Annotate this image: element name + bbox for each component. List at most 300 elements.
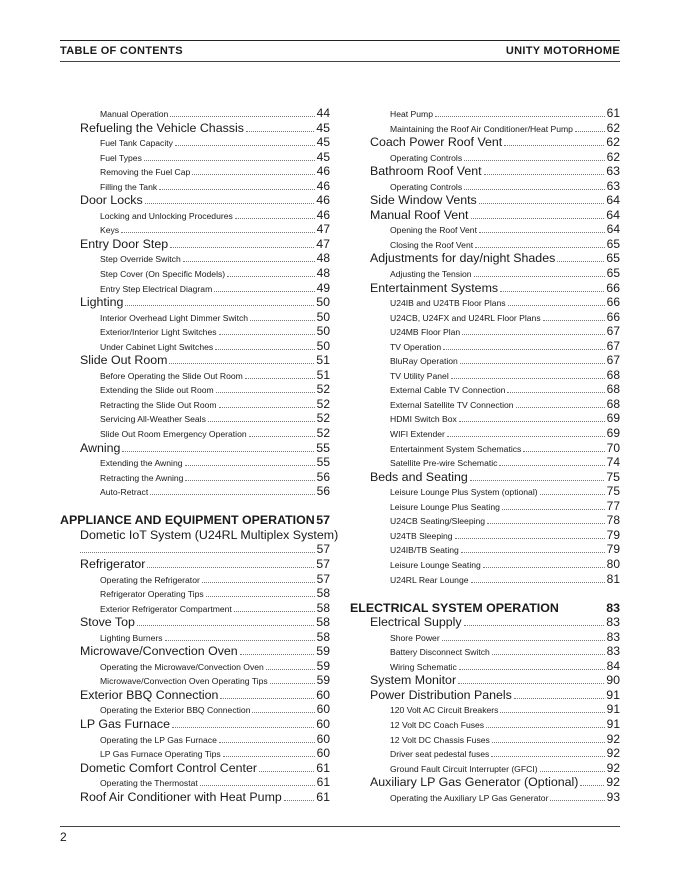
toc-entry[interactable]: [350, 470, 620, 485]
toc-subentry[interactable]: [60, 673, 330, 688]
entry-page-number: 60: [316, 731, 330, 746]
entry-title: Adjusting the Tension: [390, 269, 472, 280]
entry-page-number: 80: [606, 556, 620, 571]
toc-subentry[interactable]: [350, 121, 620, 136]
entry-title: 12 Volt DC Chassis Fuses: [390, 734, 490, 745]
toc-subentry[interactable]: [350, 353, 620, 368]
entry-page-number: 44: [316, 106, 330, 120]
entry-title: TV Operation: [390, 341, 442, 352]
toc-entry[interactable]: [60, 295, 330, 310]
dot-leader: [208, 421, 315, 422]
toc-entry[interactable]: [60, 790, 330, 805]
entry-title: U24IB/TB Seating: [390, 545, 459, 556]
entry-page-number: 49: [316, 280, 330, 295]
toc-subentry[interactable]: [350, 441, 620, 456]
toc-entry[interactable]: [60, 644, 330, 659]
entry-page-number: 48: [316, 266, 330, 281]
dot-leader: [447, 436, 605, 437]
toc-subentry[interactable]: [350, 411, 620, 426]
toc-entry[interactable]: [60, 615, 330, 630]
entry-title: Refrigerator: [80, 556, 146, 571]
entry-page-number: 57: [316, 542, 330, 557]
toc-subentry[interactable]: [350, 455, 620, 470]
entry-title: HDMI Switch Box: [390, 414, 457, 425]
entry-title: Extending the Slide out Room: [100, 385, 214, 396]
toc-subentry[interactable]: [350, 528, 620, 543]
toc-subentry[interactable]: [60, 208, 330, 223]
dot-leader: [270, 683, 315, 684]
entry-page-number: 58: [316, 615, 330, 630]
entry-page-number: 61: [606, 106, 620, 120]
toc-spacer: [350, 586, 620, 601]
dot-leader: [150, 494, 314, 495]
toc-entry[interactable]: [350, 281, 620, 296]
toc-entry[interactable]: [350, 135, 620, 150]
entry-title: BluRay Operation: [390, 356, 458, 367]
entry-title: Fuel Types: [100, 152, 142, 163]
toc-subentry[interactable]: [60, 572, 330, 587]
dot-leader: [245, 378, 315, 379]
toc-subentry[interactable]: [350, 150, 620, 165]
dot-leader: [492, 742, 605, 743]
entry-title: Step Cover (On Specific Models): [100, 269, 226, 280]
dot-leader: [206, 596, 315, 597]
entry-title: Removing the Fuel Cap: [100, 167, 191, 178]
toc-subentry[interactable]: [350, 266, 620, 281]
dot-leader: [492, 654, 605, 655]
toc-entry[interactable]: [60, 688, 330, 703]
entry-title: 12 Volt DC Coach Fuses: [390, 719, 485, 730]
dot-leader: [540, 771, 605, 772]
entry-page-number: 70: [606, 440, 620, 455]
header-right-title: UNITY MOTORHOME: [505, 45, 620, 57]
entry-title: Auto-Retract: [100, 487, 149, 498]
toc-subentry[interactable]: [350, 659, 620, 674]
entry-title: Microwave/Convection Oven Operating Tips: [100, 676, 268, 687]
toc-right-column: [350, 106, 620, 804]
entry-page-number: 51: [316, 353, 330, 368]
entry-title: Operating Controls: [390, 152, 463, 163]
entry-title: Leisure Lounge Plus Seating: [390, 501, 500, 512]
dot-leader: [460, 363, 605, 364]
entry-title: U24TB Sleeping: [390, 530, 453, 541]
toc-subentry[interactable]: [60, 222, 330, 237]
dot-leader: [215, 349, 314, 350]
entry-title: Lighting: [80, 295, 124, 310]
dot-leader: [159, 189, 314, 190]
toc-subentry[interactable]: [60, 251, 330, 266]
dot-leader: [219, 334, 315, 335]
entry-title: Leisure Lounge Seating: [390, 559, 481, 570]
entry-title: Entertainment System Schematics: [390, 443, 522, 454]
entry-title: Manual Roof Vent: [370, 207, 469, 222]
dot-leader: [145, 203, 315, 204]
toc-spacer: [60, 499, 330, 514]
entry-title: LP Gas Furnace: [80, 716, 170, 731]
entry-page-number: 57: [316, 556, 330, 571]
entry-title: Adjustments for day/night Shades: [370, 251, 556, 266]
footer-rule: [60, 826, 620, 827]
entry-title: Electrical Supply: [370, 615, 462, 630]
entry-title: Stove Top: [80, 615, 135, 630]
toc-subentry[interactable]: [350, 499, 620, 514]
entry-page-number: 64: [606, 222, 620, 237]
toc-entry[interactable]: [350, 673, 620, 688]
toc-subentry[interactable]: [350, 644, 620, 659]
toc-subentry[interactable]: [60, 135, 330, 150]
entry-page-number: 52: [316, 396, 330, 411]
entry-page-number: 60: [316, 716, 330, 731]
dot-leader: [479, 232, 605, 233]
dot-leader: [455, 538, 605, 539]
dot-leader: [170, 247, 314, 248]
entry-page-number: 45: [316, 120, 330, 135]
toc-entry[interactable]: [350, 688, 620, 703]
entry-page-number: 93: [606, 789, 620, 804]
entry-page-number: 50: [316, 324, 330, 339]
toc-subentry[interactable]: [60, 586, 330, 601]
toc-subentry[interactable]: [350, 324, 620, 339]
toc-entry[interactable]: [350, 775, 620, 790]
toc-subentry[interactable]: [60, 339, 330, 354]
dot-leader: [169, 363, 314, 364]
toc-subentry[interactable]: [350, 732, 620, 747]
entry-page-number: 56: [316, 469, 330, 484]
entry-title: Driver seat pedestal fuses: [390, 749, 490, 760]
dot-leader: [246, 131, 314, 132]
dot-leader: [172, 727, 314, 728]
toc-entry[interactable]: [350, 193, 620, 208]
toc-entry[interactable]: [60, 193, 330, 208]
entry-page-number: 91: [606, 687, 620, 702]
entry-title: Operating the Refrigerator: [100, 574, 200, 585]
entry-page-number: 50: [316, 295, 330, 310]
toc-entry[interactable]: [60, 557, 330, 572]
toc-subentry[interactable]: [60, 455, 330, 470]
dot-leader: [137, 625, 314, 626]
toc-entry[interactable]: [60, 121, 330, 136]
entry-page-number: 63: [606, 164, 620, 179]
toc-subentry[interactable]: [60, 484, 330, 499]
entry-page-number: 47: [316, 222, 330, 237]
entry-title: Beds and Seating: [370, 469, 468, 484]
entry-title: Ground Fault Circuit Interrupter (GFCI): [390, 763, 538, 774]
entry-title: Operating the LP Gas Furnace: [100, 734, 217, 745]
toc-subentry[interactable]: [60, 426, 330, 441]
toc-subentry[interactable]: [60, 324, 330, 339]
dot-leader: [227, 276, 315, 277]
dot-leader: [575, 131, 605, 132]
entry-page-number: 65: [606, 236, 620, 251]
entry-page-number: 66: [606, 309, 620, 324]
toc-subentry[interactable]: [60, 702, 330, 717]
toc-subentry[interactable]: [350, 339, 620, 354]
entry-page-number: 51: [316, 367, 330, 382]
entry-title: Extending the Awning: [100, 458, 183, 469]
entry-page-number: 81: [606, 571, 620, 586]
entry-page-number: 62: [606, 135, 620, 150]
entry-page-number: 61: [316, 760, 330, 775]
dot-leader: [475, 247, 605, 248]
entry-title: Auxiliary LP Gas Generator (Optional): [370, 775, 579, 790]
entry-page-number: 46: [316, 178, 330, 193]
toc-subentry[interactable]: [60, 281, 330, 296]
toc-subentry[interactable]: [350, 702, 620, 717]
toc-subentry[interactable]: [350, 557, 620, 572]
toc-subentry[interactable]: [350, 106, 620, 121]
toc-entry[interactable]: [60, 761, 330, 776]
toc-subentry[interactable]: [350, 222, 620, 237]
entry-title: Operating the Thermostat: [100, 778, 198, 789]
dot-leader: [443, 349, 605, 350]
dot-leader: [284, 800, 314, 801]
dot-leader: [500, 291, 604, 292]
entry-title: Leisure Lounge Plus System (optional): [390, 487, 538, 498]
entry-page-number: 67: [606, 324, 620, 339]
entry-page-number: 61: [316, 775, 330, 790]
toc-entry[interactable]: [60, 717, 330, 732]
dot-leader: [474, 276, 605, 277]
section-title: APPLIANCE AND EQUIPMENT OPERATION: [60, 513, 315, 528]
toc-entry-continuation[interactable]: [60, 542, 330, 557]
entry-page-number: 91: [606, 702, 620, 717]
entry-title: Satellite Pre-wire Schematic: [390, 458, 498, 469]
toc-subentry[interactable]: [60, 470, 330, 485]
toc-subentry[interactable]: [350, 382, 620, 397]
dot-leader: [464, 160, 605, 161]
entry-page-number: 60: [316, 687, 330, 702]
entry-title: LP Gas Furnace Operating Tips: [100, 749, 221, 760]
toc-left-column: [60, 106, 339, 804]
entry-title: Entertainment Systems: [370, 280, 499, 295]
toc-subentry[interactable]: [350, 717, 620, 732]
entry-title: WIFI Extender: [390, 429, 445, 440]
page-number: 2: [60, 830, 67, 844]
toc-entry[interactable]: [60, 441, 330, 456]
dot-leader: [200, 785, 315, 786]
entry-page-number: 92: [606, 775, 620, 790]
entry-page-number: 47: [316, 236, 330, 251]
toc-subentry[interactable]: [60, 266, 330, 281]
dot-leader: [185, 465, 315, 466]
toc-subentry[interactable]: [60, 150, 330, 165]
entry-page-number: 56: [316, 484, 330, 499]
entry-page-number: 60: [316, 702, 330, 717]
entry-page-number: 62: [606, 120, 620, 135]
toc-subentry[interactable]: [350, 630, 620, 645]
entry-page-number: 46: [316, 207, 330, 222]
toc-subentry[interactable]: [60, 382, 330, 397]
toc-subentry[interactable]: [60, 106, 330, 121]
entry-title: External Cable TV Connection: [390, 385, 506, 396]
dot-leader: [464, 625, 605, 626]
entry-title: Closing the Roof Vent: [390, 239, 474, 250]
dot-leader: [223, 756, 315, 757]
entry-title: Filling the Tank: [100, 181, 158, 192]
dot-leader: [219, 407, 315, 408]
dot-leader: [580, 785, 604, 786]
dot-leader: [219, 742, 315, 743]
dot-leader: [122, 451, 314, 452]
dot-leader: [516, 407, 605, 408]
toc-subentry[interactable]: [350, 790, 620, 805]
entry-page-number: 45: [316, 135, 330, 150]
entry-title: Coach Power Roof Vent: [370, 135, 503, 150]
entry-page-number: 69: [606, 411, 620, 426]
entry-title: Entry Step Electrical Diagram: [100, 283, 213, 294]
toc-entry-title[interactable]: Dometic IoT System (U24RL Multiplex System): [80, 527, 339, 542]
entry-page-number: 92: [606, 731, 620, 746]
dot-leader: [459, 421, 605, 422]
dot-leader: [216, 392, 315, 393]
entry-page-number: 69: [606, 426, 620, 441]
entry-title: Opening the Roof Vent: [390, 225, 477, 236]
entry-title: Battery Disconnect Switch: [390, 647, 490, 658]
dot-leader: [484, 174, 605, 175]
entry-page-number: 57: [316, 571, 330, 586]
entry-title: Keys: [100, 225, 120, 236]
entry-page-number: 75: [606, 469, 620, 484]
dot-leader: [550, 800, 604, 801]
toc-entry[interactable]: [60, 353, 330, 368]
entry-title: U24CB Seating/Sleeping: [390, 516, 486, 527]
entry-title: Before Operating the Slide Out Room: [100, 370, 243, 381]
entry-page-number: 59: [316, 658, 330, 673]
toc-subentry[interactable]: [60, 179, 330, 194]
toc-subentry[interactable]: [350, 513, 620, 528]
toc-entry[interactable]: [350, 615, 620, 630]
dot-leader: [540, 494, 605, 495]
section-page-number: 83: [606, 600, 620, 615]
toc-section-heading[interactable]: [60, 513, 330, 528]
entry-title: Manual Operation: [100, 109, 169, 119]
entry-title: Microwave/Convection Oven: [80, 644, 238, 659]
entry-title: Door Locks: [80, 193, 143, 208]
entry-title: Refueling the Vehicle Chassis: [80, 120, 244, 135]
toc-subentry[interactable]: [60, 368, 330, 383]
entry-title: Maintaining the Roof Air Conditioner/Heat Pump: [390, 123, 573, 134]
entry-page-number: 62: [606, 149, 620, 164]
toc-subentry[interactable]: [60, 164, 330, 179]
toc-subentry[interactable]: [60, 630, 330, 645]
entry-title: TV Utility Panel: [390, 370, 449, 381]
toc-subentry[interactable]: [60, 732, 330, 747]
toc-entry[interactable]: [60, 237, 330, 252]
entry-page-number: 67: [606, 353, 620, 368]
dot-leader: [202, 582, 315, 583]
entry-title: U24CB, U24FX and U24RL Floor Plans: [390, 312, 541, 323]
entry-title: U24MB Floor Plan: [390, 327, 461, 338]
dot-leader: [147, 567, 314, 568]
entry-page-number: 68: [606, 396, 620, 411]
dot-leader: [250, 320, 315, 321]
toc-subentry[interactable]: [60, 411, 330, 426]
entry-page-number: 64: [606, 207, 620, 222]
entry-title: Operating the Auxiliary LP Gas Generator: [390, 792, 549, 803]
toc-subentry[interactable]: [350, 295, 620, 310]
toc-subentry[interactable]: [350, 237, 620, 252]
toc-subentry[interactable]: [350, 542, 620, 557]
toc-subentry[interactable]: [350, 746, 620, 761]
toc-section-heading[interactable]: [350, 601, 620, 616]
entry-page-number: 58: [316, 600, 330, 615]
dot-leader: [487, 523, 605, 524]
entry-title: Step Override Switch: [100, 254, 181, 265]
toc-subentry[interactable]: [350, 310, 620, 325]
toc-subentry[interactable]: [350, 484, 620, 499]
entry-page-number: 58: [316, 586, 330, 601]
entry-title: Bathroom Roof Vent: [370, 164, 482, 179]
entry-page-number: 65: [606, 251, 620, 266]
dot-leader: [479, 203, 604, 204]
entry-page-number: 78: [606, 513, 620, 528]
dot-leader: [464, 189, 605, 190]
toc-subentry[interactable]: [350, 368, 620, 383]
dot-leader: [183, 261, 315, 262]
dot-leader: [220, 698, 314, 699]
dot-leader: [259, 771, 314, 772]
toc-subentry[interactable]: [350, 397, 620, 412]
toc-subentry[interactable]: [350, 179, 620, 194]
entry-title: U24IB and U24TB Floor Plans: [390, 298, 506, 309]
entry-title: Under Cabinet Light Switches: [100, 341, 214, 352]
dot-leader: [252, 712, 314, 713]
toc-subentry[interactable]: [60, 397, 330, 412]
dot-leader: [459, 669, 605, 670]
toc-subentry[interactable]: [60, 775, 330, 790]
entry-title: Interior Overhead Light Dimmer Switch: [100, 312, 249, 323]
entry-title: Exterior BBQ Connection: [80, 687, 219, 702]
entry-title: External Satellite TV Connection: [390, 399, 514, 410]
entry-page-number: 90: [606, 673, 620, 688]
entry-page-number: 66: [606, 295, 620, 310]
toc-subentry[interactable]: [60, 310, 330, 325]
entry-title: Dometic Comfort Control Center: [80, 760, 257, 775]
header-left-title: TABLE OF CONTENTS: [60, 45, 183, 57]
dot-leader: [266, 669, 315, 670]
dot-leader: [185, 480, 314, 481]
toc-subentry[interactable]: [350, 572, 620, 587]
toc-subentry[interactable]: [60, 659, 330, 674]
entry-page-number: 64: [606, 193, 620, 208]
entry-title: Heat Pump: [390, 109, 433, 119]
toc-entry[interactable]: [350, 251, 620, 266]
entry-page-number: 46: [316, 193, 330, 208]
dot-leader: [125, 305, 314, 306]
dot-leader: [214, 291, 314, 292]
dot-leader: [523, 451, 604, 452]
entry-title: Operating the Exterior BBQ Connection: [100, 705, 251, 716]
toc-subentry[interactable]: [60, 601, 330, 616]
section-title: ELECTRICAL SYSTEM OPERATION: [350, 600, 559, 615]
toc-entry[interactable]: [350, 164, 620, 179]
dot-leader: [192, 174, 314, 175]
entry-page-number: 68: [606, 382, 620, 397]
toc-entry[interactable]: [350, 208, 620, 223]
entry-page-number: 92: [606, 746, 620, 761]
entry-title: Entry Door Step: [80, 236, 169, 251]
toc-subentry[interactable]: [350, 761, 620, 776]
dot-leader: [165, 640, 315, 641]
toc-subentry[interactable]: [350, 426, 620, 441]
entry-page-number: 46: [316, 164, 330, 179]
entry-page-number: 92: [606, 760, 620, 775]
toc-subentry[interactable]: [60, 746, 330, 761]
dot-leader: [435, 116, 605, 117]
entry-title: Wiring Schematic: [390, 661, 457, 672]
dot-leader: [80, 552, 315, 553]
page-header: [60, 41, 620, 61]
